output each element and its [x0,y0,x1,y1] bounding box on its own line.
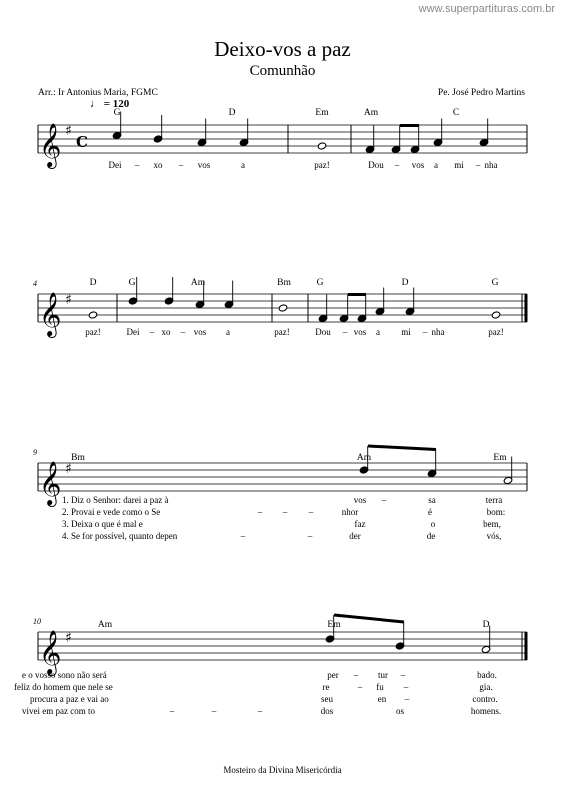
quarter-note-icon: ♩ [90,98,101,110]
verse-syllable: o [430,519,436,529]
verse-syllable: fu [376,682,384,692]
lyric-syllable: paz! [85,327,101,337]
verse-syllable: – [404,694,410,704]
lyric-syllable: vos [353,327,367,337]
lyric-syllable: xo [161,327,171,337]
footer-credit: Mosteiro da Divina Misericórdia [223,765,342,775]
chord-symbol: G [113,108,121,118]
treble-clef-icon: 𝄞 [39,461,62,505]
verse-syllable: vos [353,495,367,505]
verse-syllable: de [426,531,436,541]
chord-symbol: Em [493,453,507,463]
lyric-syllable: – [134,160,140,170]
verse-syllable: – [169,706,175,716]
treble-clef-icon: 𝄞 [39,123,62,167]
lyric-syllable: nha [484,160,498,170]
score-subtitle: Comunhão [249,63,316,79]
verse-syllable: feliz do homem que nele se [14,682,113,692]
verse-syllable: – [307,531,313,541]
chord-symbol: D [482,620,490,630]
verse-syllable: 3. Deixa o que é mal e [62,519,143,529]
chord-symbol: Am [363,108,379,118]
verse-syllable: e o vosso sono não será [22,670,107,680]
score-title: Deixo-vos a paz [214,37,351,61]
measure-number: 10 [33,617,41,626]
verse-syllable: é [428,507,432,517]
verse-syllable: – [211,706,217,716]
lyric-syllable: vos [411,160,425,170]
verse-syllable: faz [354,519,366,529]
verse-syllable: – [240,531,246,541]
verse-syllable: – [403,682,409,692]
verse-syllable: bem, [483,519,501,529]
chord-symbol: C [452,108,460,118]
site-url: www.superpartituras.com.br [418,3,555,15]
treble-clef-icon: 𝄞 [39,292,62,336]
chord-symbol: Bm [71,453,85,463]
verse-syllable: os [395,706,405,716]
verse-syllable: gia. [479,682,493,692]
measure-number: 4 [33,279,37,288]
lyric-syllable: – [178,160,184,170]
verse-syllable: – [257,706,263,716]
verse-syllable: terra [485,495,503,505]
chord-symbol: Am [97,620,113,630]
chord-symbol: D [401,278,409,288]
lyric-syllable: – [149,327,155,337]
tempo-value: = 120 [103,98,130,110]
composer-credit: Pe. José Pedro Martins [437,88,525,98]
lyric-syllable: Dou [368,160,384,170]
verse-syllable: – [381,495,387,505]
key-signature-sharp-icon: ♯ [65,292,72,308]
lyric-syllable: a [226,327,230,337]
chord-symbol: Bm [277,278,291,288]
lyric-syllable: Dou [315,327,331,337]
verse-syllable: dos [320,706,334,716]
lyric-syllable: a [241,160,245,170]
verse-syllable: tur [378,670,388,680]
verse-syllable: bado. [477,670,497,680]
note-beam [334,615,404,622]
whole-note [317,142,327,150]
verse-syllable: der [349,531,361,541]
key-signature-sharp-icon: ♯ [65,461,72,477]
verse-syllable: – [357,682,363,692]
verse-syllable: vivei em paz com to [22,706,95,716]
measure-number: 9 [33,448,37,457]
lyric-syllable: – [342,327,348,337]
verse-syllable: 4. Se for possível, quanto depen [62,531,178,541]
note-beam [368,446,436,450]
lyric-syllable: nha [431,327,445,337]
chord-symbol: G [128,278,136,288]
lyric-syllable: paz! [488,327,504,337]
verse-syllable: homens. [470,706,502,716]
verse-syllable: vós, [486,531,502,541]
chord-symbol: G [316,278,324,288]
whole-note [88,311,98,319]
lyric-syllable: paz! [314,160,330,170]
key-signature-sharp-icon: ♯ [65,123,72,139]
lyric-syllable: – [422,327,428,337]
verse-syllable: en [377,694,387,704]
verse-syllable: – [400,670,406,680]
verse-syllable: – [282,507,288,517]
key-signature-sharp-icon: ♯ [65,630,72,646]
lyric-syllable: mi [401,327,411,337]
lyric-syllable: mi [454,160,464,170]
verse-syllable: sa [428,495,436,505]
chord-symbol: G [491,278,499,288]
verse-syllable: re [322,682,330,692]
lyric-syllable: vos [193,327,207,337]
lyric-syllable: – [180,327,186,337]
lyric-syllable: a [376,327,380,337]
arranger-credit: Arr.: Ir Antonius Maria, FGMC [38,88,158,98]
verse-syllable: procura a paz e vai ao [30,694,109,704]
chord-symbol: Em [315,108,329,118]
verse-syllable: bom: [486,507,506,517]
lyric-syllable: Dei [108,160,122,170]
lyric-syllable: – [394,160,400,170]
chord-symbol: D [228,108,236,118]
lyric-syllable: vos [197,160,211,170]
verse-syllable: – [308,507,314,517]
verse-syllable: seu [321,694,333,704]
treble-clef-icon: 𝄞 [39,630,62,674]
whole-note [491,311,501,319]
chord-symbol: D [89,278,97,288]
lyric-syllable: xo [153,160,163,170]
common-time-icon: C [76,133,88,151]
verse-syllable: nhor [341,507,359,517]
verse-syllable: – [257,507,263,517]
chord-symbol: Em [327,620,341,630]
lyric-syllable: paz! [274,327,290,337]
lyric-syllable: a [434,160,438,170]
verse-syllable: – [353,670,359,680]
whole-note [278,304,288,312]
verse-syllable: contro. [472,694,498,704]
lyric-syllable: – [475,160,481,170]
verse-syllable: 2. Provai e vede como o Se [62,507,161,517]
lyric-syllable: Dei [126,327,140,337]
chord-symbol: Am [356,453,372,463]
chord-symbol: Am [190,278,206,288]
verse-syllable: per [327,670,339,680]
verse-syllable: 1. Diz o Senhor: darei a paz à [62,495,169,505]
